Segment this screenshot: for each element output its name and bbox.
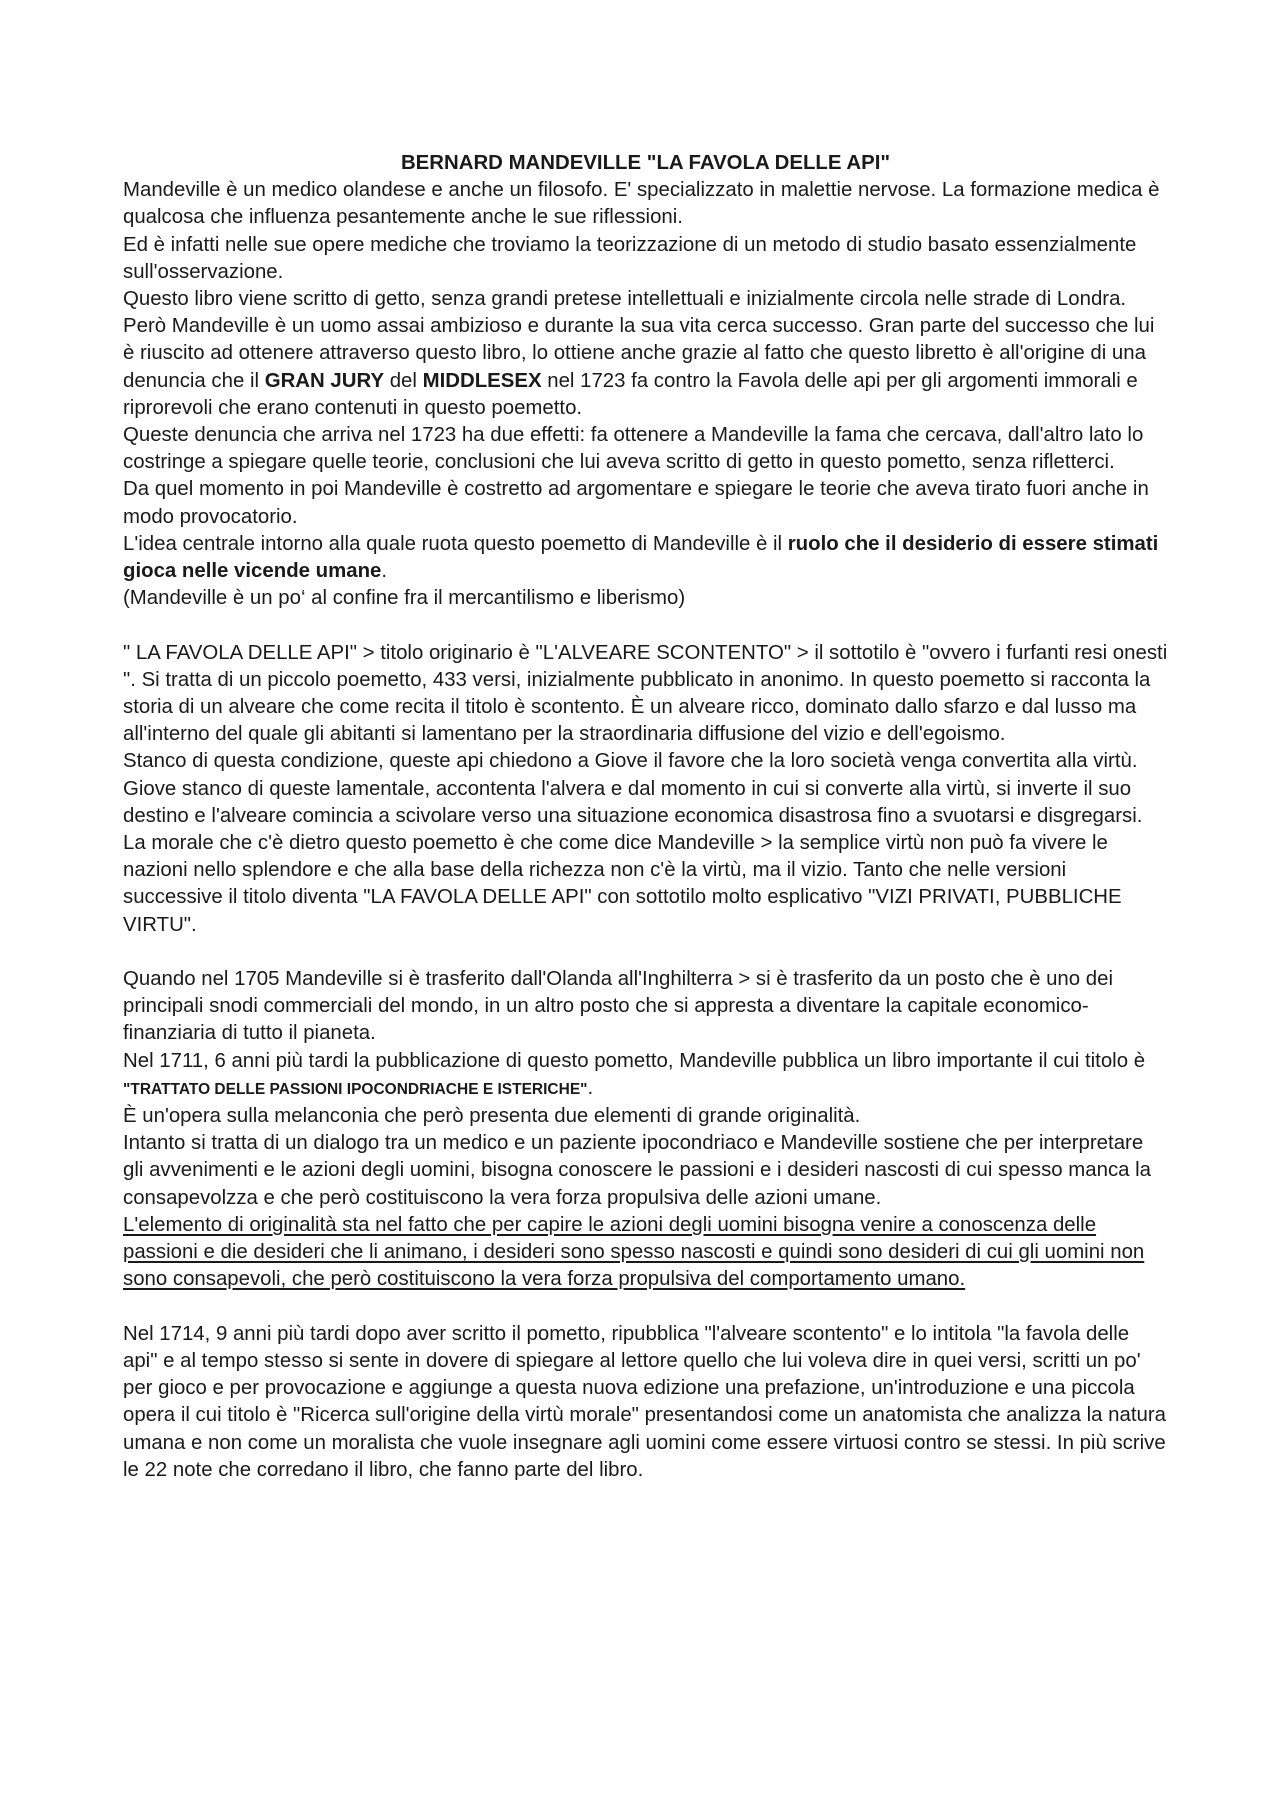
edizione-1714-paragraph: Nel 1714, 9 anni più tardi dopo aver scritto il pometto, ripubblica "l'alveare scontento" e lo intitola "la favola delle api" e al tempo stesso si sente in dovere di spiegare al lettore quello che lui voleva dire in quei versi, scritti un po' per gioco e per provocazione e aggiunge a questa nuova edizione una prefazione, un'introduzione e una piccola opera il cui titolo è "Ricerca sull'origine della virtù morale" presentandosi come un anatomista che analizza la natura umana e non come un moralista che vuole insegnare agli uomini come essere virtuosi contro se stessi. In più scrive le 22 note che corredano il libro, che fanno parte del libro. <box>123 1322 1166 1481</box>
trattato-paragraph-5-underlined: L'elemento di originalità sta nel fatto che per capire le azioni degli uomini bisogna venire a conoscenza delle passioni e die desideri che li animano, i desideri sono spesso nascosti e quindi sono desideri di cui gli uomini non sono consapevoli, che però costituiscono la vera forza propulsiva del comportamento umano. <box>123 1213 1145 1291</box>
intro-paragraph-6-text-a: L'idea centrale intorno alla quale ruota questo poemetto di Mandeville è il <box>123 532 788 555</box>
favola-paragraph-2: Stanco di questa condizione, queste api chiedono a Giove il favore che la loro società venga convertita alla virtù. Giove stanco di queste lamentale, accontenta l'alvera e dal momento in cui si converte alla virtù, si inverte il suo destino e l'alveare comincia a scivolare verso una situazione economica disastrosa fino a svuotarsi e disgregarsi. <box>123 750 1143 827</box>
intro-paragraph-1: Mandeville è un medico olandese e anche un filosofo. E' specializzato in malettie nervose. La formazione medica è qualcosa che influenza pesantemente anche le sue riflessioni. <box>123 179 1160 229</box>
document-title: BERNARD MANDEVILLE "LA FAVOLA DELLE API" <box>400 152 891 174</box>
trattato-paragraph-2 <box>123 1048 1168 1103</box>
blank-line <box>123 612 1168 639</box>
intro-paragraph-7: (Mandeville è un po‘ al confine fra il mercantilismo e liberismo) <box>123 587 686 610</box>
intro-paragraph-3 <box>123 286 1168 422</box>
intro-paragraph-2: Ed è infatti nelle sue opere mediche che troviamo la teorizzazione di un metodo di studio basato essenzialmente sull'osservazione. <box>123 233 1137 283</box>
document-page <box>123 150 1168 1484</box>
trattato-paragraph-3: È un'opera sulla melanconia che però presenta due elementi di grande originalità. <box>123 1105 861 1128</box>
trattato-title-bold: "TRATTATO DELLE PASSIONI IPOCONDRIACHE E ISTERICHE" <box>123 1080 588 1098</box>
intro-paragraph-6-text-b: . <box>381 560 388 583</box>
central-idea-bold: ruolo che il desiderio di essere stimati gioca nelle vicende umane <box>123 532 1159 583</box>
intro-paragraph-6 <box>123 531 1168 585</box>
intro-paragraph-4: Queste denuncia che arriva nel 1723 ha due effetti: fa ottenere a Mandeville la fama che cercava, dall'altro lato lo costringe a spiegare quelle teorie, conclusioni che lui aveva scritto di getto in questo pometto, senza rifletterci. <box>123 424 1144 474</box>
favola-paragraph-1: " LA FAVOLA DELLE API" > titolo originario è "L'ALVEARE SCONTENTO" > il sottotilo è "ovvero i furfanti resi onesti ". Si tratta di un piccolo poemetto, 433 versi, inizialmente pubblicato in anonimo. In questo poemetto si racconta la storia di un alveare che come recita il titolo è scontento. È un alveare ricco, dominato dallo sfarzo e dal lusso ma all'interno del quale gli abitanti si lamentano per la straordinaria diffusione del vizio e dell'egoismo. <box>123 641 1168 746</box>
intro-paragraph-5: Da quel momento in poi Mandeville è costretto ad argomentare e spiegare le teorie che aveva tirato fuori anche in modo provocatorio. <box>123 478 1149 528</box>
blank-line <box>123 939 1168 966</box>
favola-paragraph-3: La morale che c'è dietro questo poemetto è che come dice Mandeville > la semplice virtù non può fa vivere le nazioni nello splendore e che alla base della richezza non c'è la virtù, ma il vizio. Tanto che nelle versioni successive il titolo diventa "LA FAVOLA DELLE API" con sottotilo molto esplicativo "VIZI PRIVATI, PUBBLICHE VIRTU". <box>123 832 1122 936</box>
intro-paragraph-3-text-c: nel 1723 fa contro la Favola delle api per gli argomenti immorali e riprorevoli che erano contenuti in questo poemetto. <box>123 369 1138 419</box>
middlesex-bold: MIDDLESEX <box>422 369 542 392</box>
intro-paragraph-3-text-b: del <box>384 369 423 392</box>
gran-jury-bold: GRAN JURY <box>264 369 385 392</box>
trattato-paragraph-4: Intanto si tratta di un dialogo tra un medico e un paziente ipocondriaco e Mandeville sostiene che per interpretare gli avvenimenti e le azioni degli uomini, bisogna conoscere le passioni e i desideri nascosti di cui spesso manca la consapevolzza e che però costituiscono la vera forza propulsiva delle azioni umane. <box>123 1132 1152 1209</box>
trattato-paragraph-2-text-a: Nel 1711, 6 anni più tardi la pubblicazione di questo pometto, Mandeville pubblica un libro importante il cui titolo è <box>123 1049 1146 1072</box>
trattato-paragraph-1: Quando nel 1705 Mandeville si è trasferito dall'Olanda all'Inghilterra > si è trasferito da un posto che è uno dei principali snodi commerciali del mondo, in un altro posto che si appresta a diventare la capitale economico-finanziaria di tutto il pianeta. <box>123 968 1113 1045</box>
blank-line <box>123 1294 1168 1321</box>
intro-paragraph-3-text-a: Questo libro viene scritto di getto, senza grandi pretese intellettuali e inizialmente circola nelle strade di Londra. Però Mandeville è un uomo assai ambizioso e durante la sua vita cerca successo. Gran parte del successo che lui è riuscito ad ottenere attraverso questo libro, lo ottiene anche grazie al fatto che questo libretto è all'origine di una denuncia che il <box>123 288 1155 392</box>
trattato-paragraph-2-text-b: . <box>587 1076 594 1099</box>
